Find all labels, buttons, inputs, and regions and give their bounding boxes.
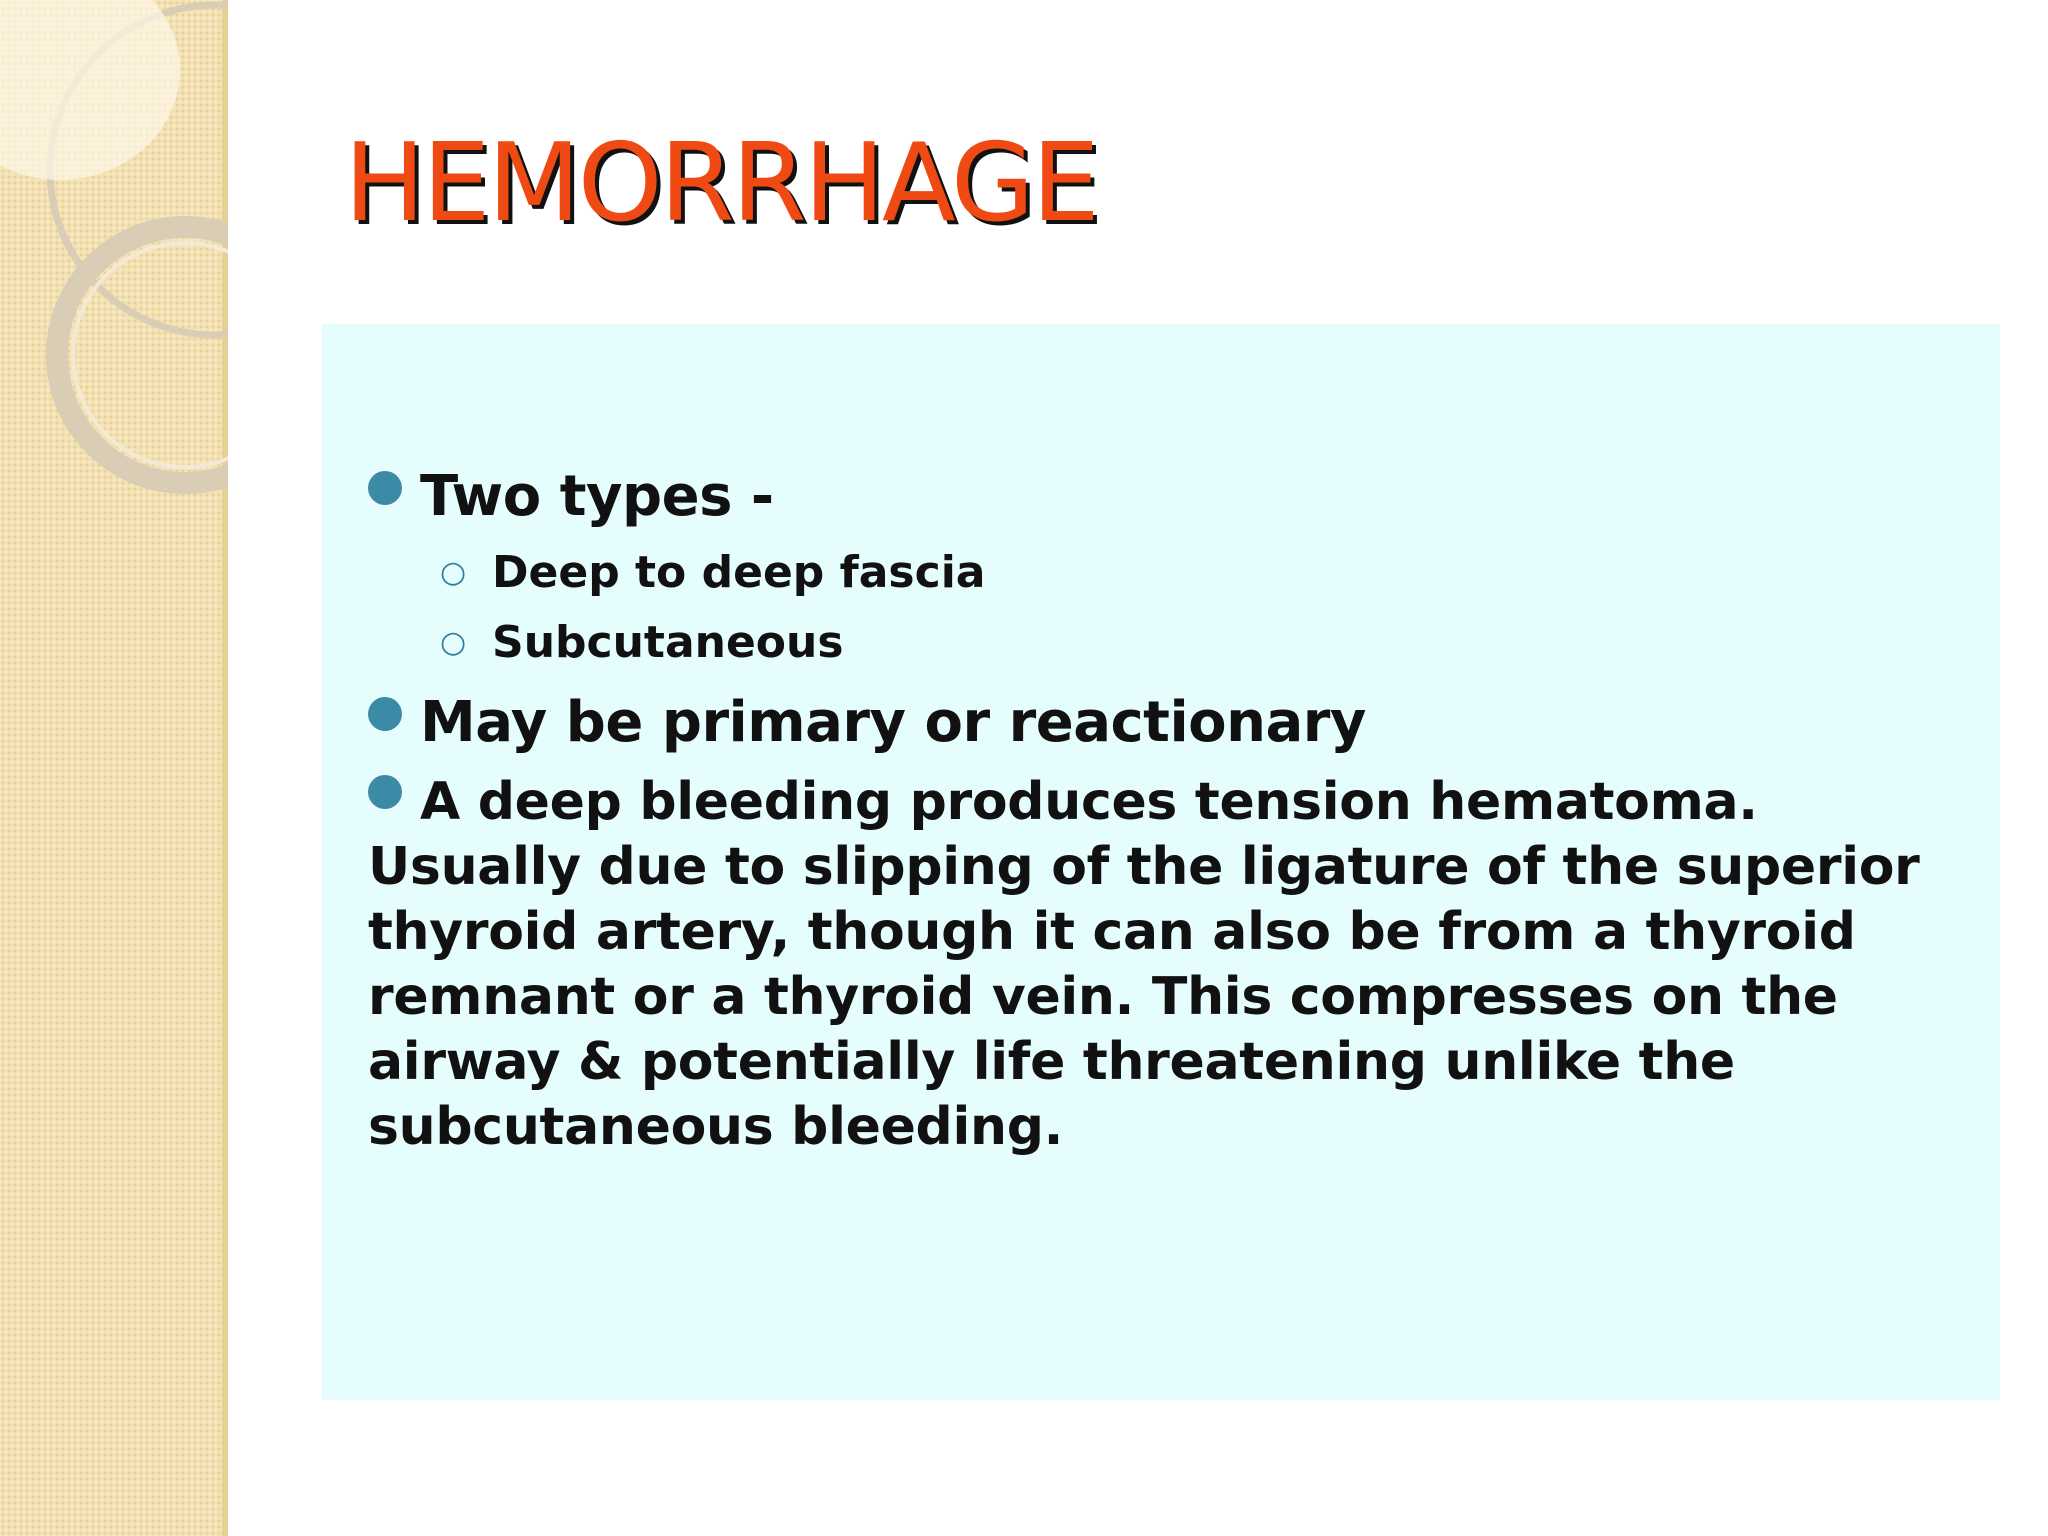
bullet-text: A deep bleeding produces tension hematoma. Usually due to slipping of the ligature of the superior thyroid artery, though it can also be from a thyroid remnant or a thyroid vein. This compresses on the airway & potentially life threatening unlike the subcutaneous bleeding.	[368, 772, 1920, 1157]
hollow-circle-bullet-icon: ○	[440, 555, 467, 590]
sub-bullet-subcutaneous	[368, 608, 1978, 678]
decorative-rings	[0, 0, 228, 520]
slide-title: HEMORRHAGE	[344, 121, 1097, 246]
decorative-ring-thick	[57, 227, 228, 483]
bullet-list	[368, 464, 1978, 1160]
decorative-side-strip	[0, 0, 228, 1536]
hollow-circle-bullet-icon: ○	[440, 625, 467, 660]
bullet-dot-icon	[368, 471, 402, 505]
sub-bullet-text: Subcutaneous	[492, 617, 844, 668]
bullet-dot-icon	[368, 697, 402, 731]
bullet-text: Two types -	[420, 464, 774, 529]
bullet-item-two-types	[368, 464, 1978, 530]
bullet-text: May be primary or reactionary	[420, 690, 1366, 755]
sub-bullet-text: Deep to deep fascia	[492, 547, 986, 598]
sub-bullet-deep-fascia	[368, 538, 1978, 608]
bullet-item-deep-bleeding	[368, 770, 1978, 1160]
bullet-dot-icon	[368, 775, 402, 809]
bullet-item-primary-reactionary	[368, 690, 1978, 756]
